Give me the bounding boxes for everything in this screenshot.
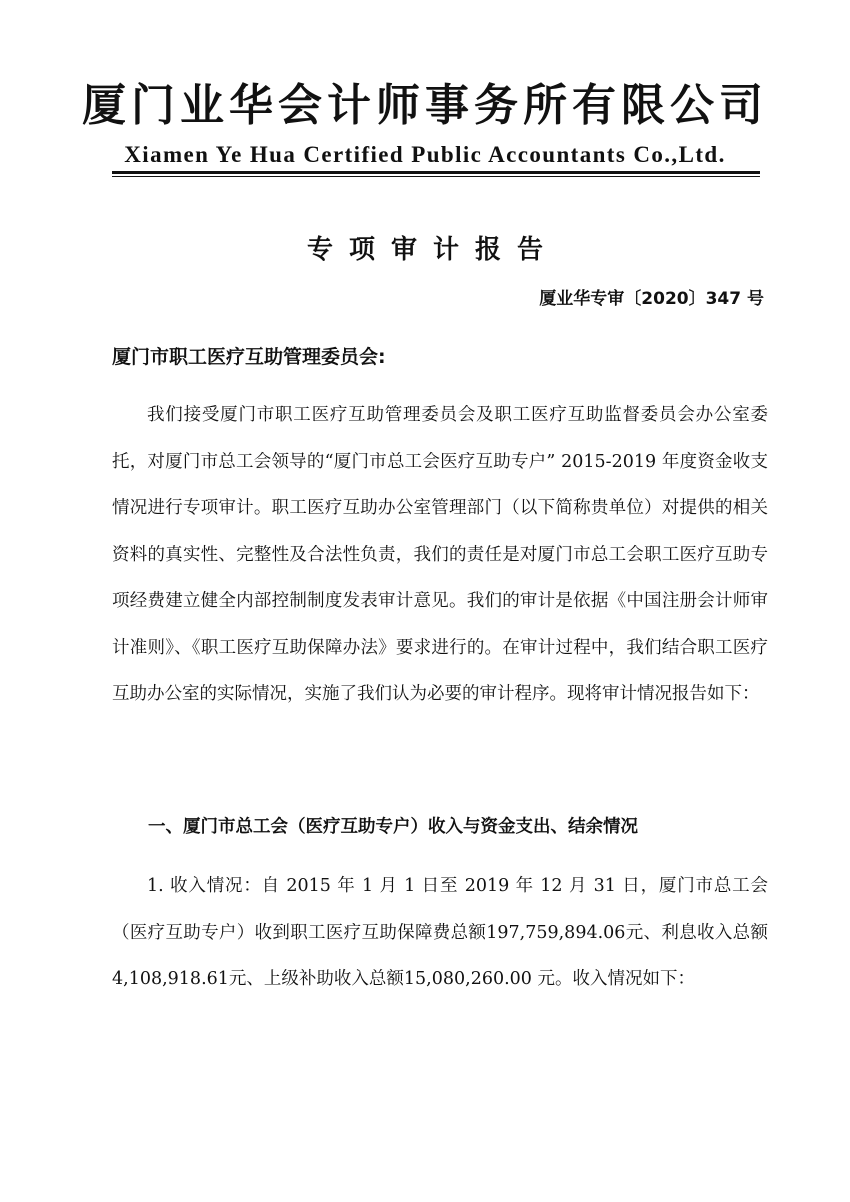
firm-name-chinese: 厦门业华会计师事务所有限公司: [82, 80, 768, 131]
firm-name-english: Xiamen Ye Hua Certified Public Accountants Co.,Ltd.: [124, 142, 726, 167]
letterhead-rule-thin: [112, 176, 760, 177]
section-heading-1: 一、厦门市总工会（医疗互助专户）收入与资金支出、结余情况: [148, 817, 638, 837]
body-paragraph-1: 我们接受厦门市职工医疗互助管理委员会及职工医疗互助监督委员会办公室委托，对厦门市总工会领导的“厦门市总工会医疗互助专户” 2015-2019 年度资金收支情况进行专项审计。职工医疗互助办公室管理部门（以下简称贵单位）对提供的相关资料的真实性、完整性及合法性负责，我们的责任是对厦门市总工会职工医疗互助专项经费建立健全内部控制制度发表审计意见。我们的审计是依据《中国注册会计师审计准则》、《职工医疗互助保障办法》要求进行的。在审计过程中，我们结合职工医疗互助办公室的实际情况，实施了我们认为必要的审计程序。现将审计情况报告如下：: [112, 405, 768, 704]
body-paragraph-2: 1. 收入情况：自 2015 年 1 月 1 日至 2019 年 12 月 31 日，厦门市总工会（医疗互助专户）收到职工医疗互助保障费总额197,759,894.06元、利息收入总额4,108,918.61元、上级补助收入总额15,080,260.00 元。收入情况如下：: [112, 876, 768, 989]
report-number: 厦业华专审〔2020〕347 号: [539, 289, 764, 309]
letterhead-rule-thick: [112, 171, 760, 174]
addressee: 厦门市职工医疗互助管理委员会:: [112, 346, 386, 368]
report-title: 专项审计报告: [306, 235, 559, 265]
